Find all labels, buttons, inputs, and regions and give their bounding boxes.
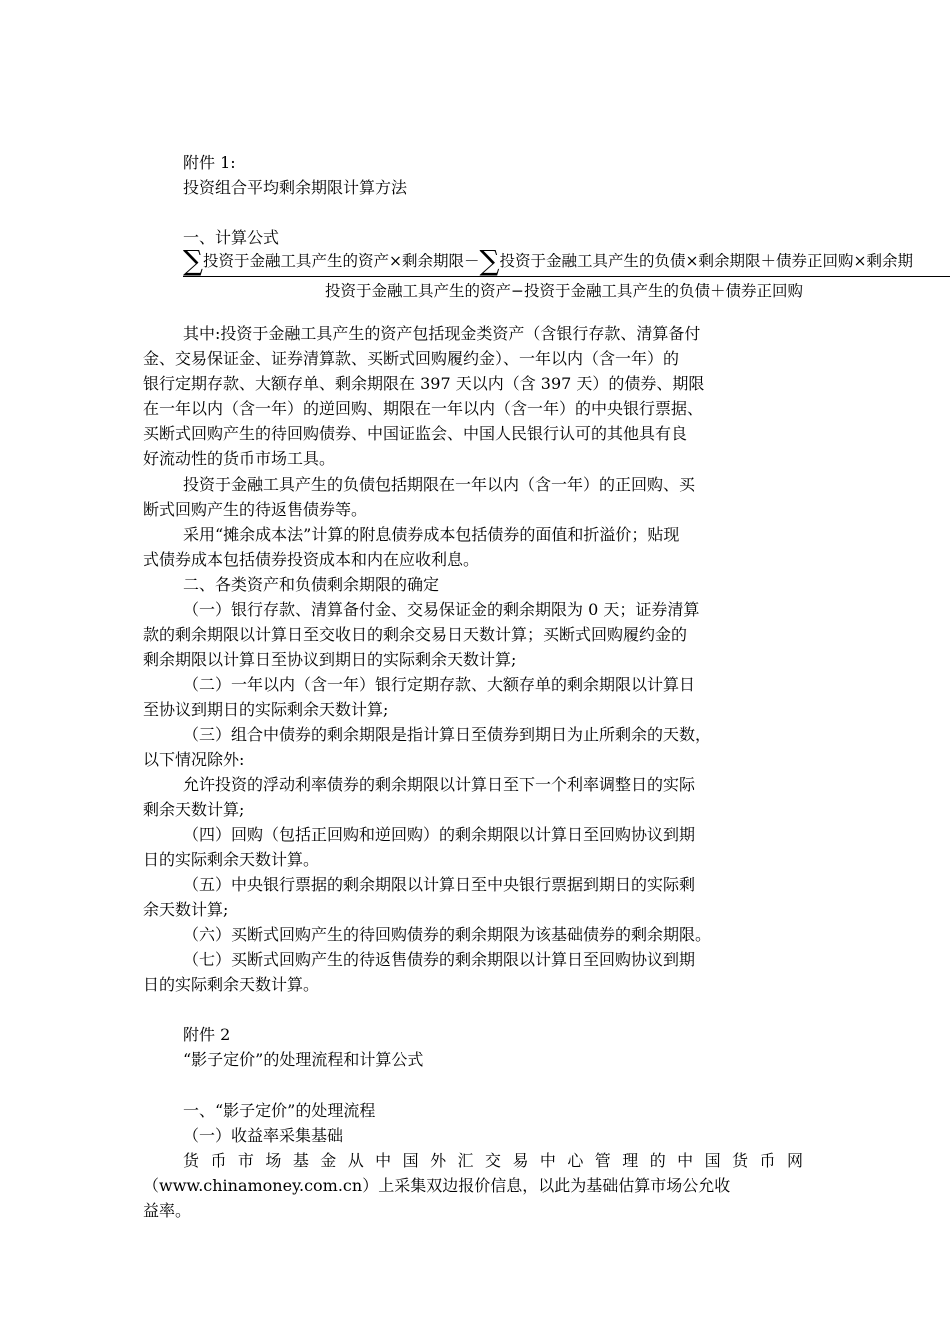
- paragraph-line: （七）买断式回购产生的待返售债券的剩余期限以计算日至回购协议到期: [183, 950, 696, 969]
- char: 外: [430, 1151, 447, 1170]
- char: 金: [320, 1151, 337, 1170]
- attachment2-label: 附件 2: [183, 1025, 231, 1044]
- paragraph-line: 日的实际剩余天数计算。: [143, 975, 320, 994]
- paragraph-line: 至协议到期日的实际剩余天数计算;: [143, 700, 389, 719]
- char: 国: [402, 1151, 419, 1170]
- paragraph-line: （六）买断式回购产生的待回购债券的剩余期限为该基础债券的剩余期限。: [183, 925, 712, 944]
- paragraph-line: 剩余天数计算;: [143, 800, 245, 819]
- paragraph-line: 式债券成本包括债券投资成本和内在应收利息。: [143, 550, 480, 569]
- paragraph-line: （四）回购（包括正回购和逆回购）的剩余期限以计算日至回购协议到期: [183, 825, 696, 844]
- formula-denominator: 投资于金融工具产生的资产−投资于金融工具产生的负债＋债券正回购: [325, 282, 803, 300]
- section2-heading: 二、各类资产和负债剩余期限的确定: [183, 575, 440, 594]
- paragraph-line: 采用“摊余成本法”计算的附息债券成本包括债券的面值和折溢价；贴现: [183, 525, 680, 544]
- paragraph-line: 在一年以内（含一年）的逆回购、期限在一年以内（含一年）的中央银行票据、: [143, 399, 704, 418]
- paragraph-line: 允许投资的浮动利率债券的剩余期限以计算日至下一个利率调整日的实际: [183, 775, 696, 794]
- char: 中: [539, 1151, 556, 1170]
- char: 中: [677, 1151, 694, 1170]
- sigma-symbol: ∑: [183, 244, 203, 277]
- justified-paragraph-line: [183, 1149, 803, 1173]
- paragraph-line: 款的剩余期限以计算日至交收日的剩余交易日天数计算；买断式回购履约金的: [143, 625, 688, 644]
- attachment1-title: 投资组合平均剩余期限计算方法: [183, 178, 408, 197]
- char: 的: [649, 1151, 666, 1170]
- numerator-part-b: 投资于金融工具产生的负债×剩余期限＋债券正回购×剩余期: [499, 252, 913, 270]
- char: 市: [237, 1151, 254, 1170]
- paragraph-line: 日的实际剩余天数计算。: [143, 850, 320, 869]
- char: 交: [484, 1151, 501, 1170]
- formula-numerator: [183, 244, 913, 277]
- char: 网: [786, 1151, 803, 1170]
- sigma-symbol: ∑: [479, 244, 500, 277]
- paragraph-line: （五）中央银行票据的剩余期限以计算日至中央银行票据到期日的实际剩: [183, 875, 696, 894]
- char: 币: [759, 1151, 776, 1170]
- numerator-part-a: 投资于金融工具产生的资产×剩余期限－: [203, 252, 480, 270]
- paragraph-line: 其中:投资于金融工具产生的资产包括现金类资产（含银行存款、清算备付: [183, 324, 701, 343]
- paragraph-line: （www.chinamoney.com.cn）上采集双边报价信息，以此为基础估算市场公允收: [143, 1176, 731, 1195]
- char: 心: [567, 1151, 584, 1170]
- paragraph-line: 断式回购产生的待返售债券等。: [143, 500, 368, 519]
- paragraph-line: 投资于金融工具产生的负债包括期限在一年以内（含一年）的正回购、买: [183, 475, 696, 494]
- attachment1-label: 附件 1:: [183, 153, 236, 172]
- char: 货: [183, 1151, 200, 1170]
- paragraph-line: （二）一年以内（含一年）银行定期存款、大额存单的剩余期限以计算日: [183, 675, 696, 694]
- attachment2-subsection-heading: （一）收益率采集基础: [183, 1126, 344, 1145]
- char: 理: [622, 1151, 639, 1170]
- paragraph-line: 益率。: [143, 1201, 192, 1220]
- paragraph-line: 以下情况除外:: [143, 750, 245, 769]
- char: 管: [594, 1151, 611, 1170]
- paragraph-line: 好流动性的货币市场工具。: [143, 449, 336, 468]
- char: 汇: [457, 1151, 474, 1170]
- paragraph-line: 剩余期限以计算日至协议到期日的实际剩余天数计算;: [143, 650, 517, 669]
- paragraph-line: 余天数计算;: [143, 900, 229, 919]
- char: 国: [704, 1151, 721, 1170]
- char: 货: [732, 1151, 749, 1170]
- char: 中: [375, 1151, 392, 1170]
- paragraph-line: 银行定期存款、大额存单、剩余期限在 397 天以内（含 397 天）的债券、期限: [143, 374, 705, 393]
- paragraph-line: 金、交易保证金、证券清算款、买断式回购履约金）、一年以内（含一年）的: [143, 349, 680, 368]
- paragraph-line: 买断式回购产生的待回购债券、中国证监会、中国人民银行认可的其他具有良: [143, 424, 688, 443]
- attachment2-title: “影子定价”的处理流程和计算公式: [183, 1050, 424, 1069]
- char: 易: [512, 1151, 529, 1170]
- char: 从: [347, 1151, 364, 1170]
- section1-heading: 一、计算公式: [183, 228, 280, 247]
- paragraph-line: （三）组合中债券的剩余期限是指计算日至债券到期日为止所剩余的天数，: [183, 725, 712, 744]
- fraction-bar: [183, 276, 950, 277]
- char: 场: [265, 1151, 282, 1170]
- char: 币: [210, 1151, 227, 1170]
- attachment2-section1-heading: 一、“影子定价”的处理流程: [183, 1101, 376, 1120]
- paragraph-line: （一）银行存款、清算备付金、交易保证金的剩余期限为 0 天；证券清算: [183, 600, 700, 619]
- char: 基: [292, 1151, 309, 1170]
